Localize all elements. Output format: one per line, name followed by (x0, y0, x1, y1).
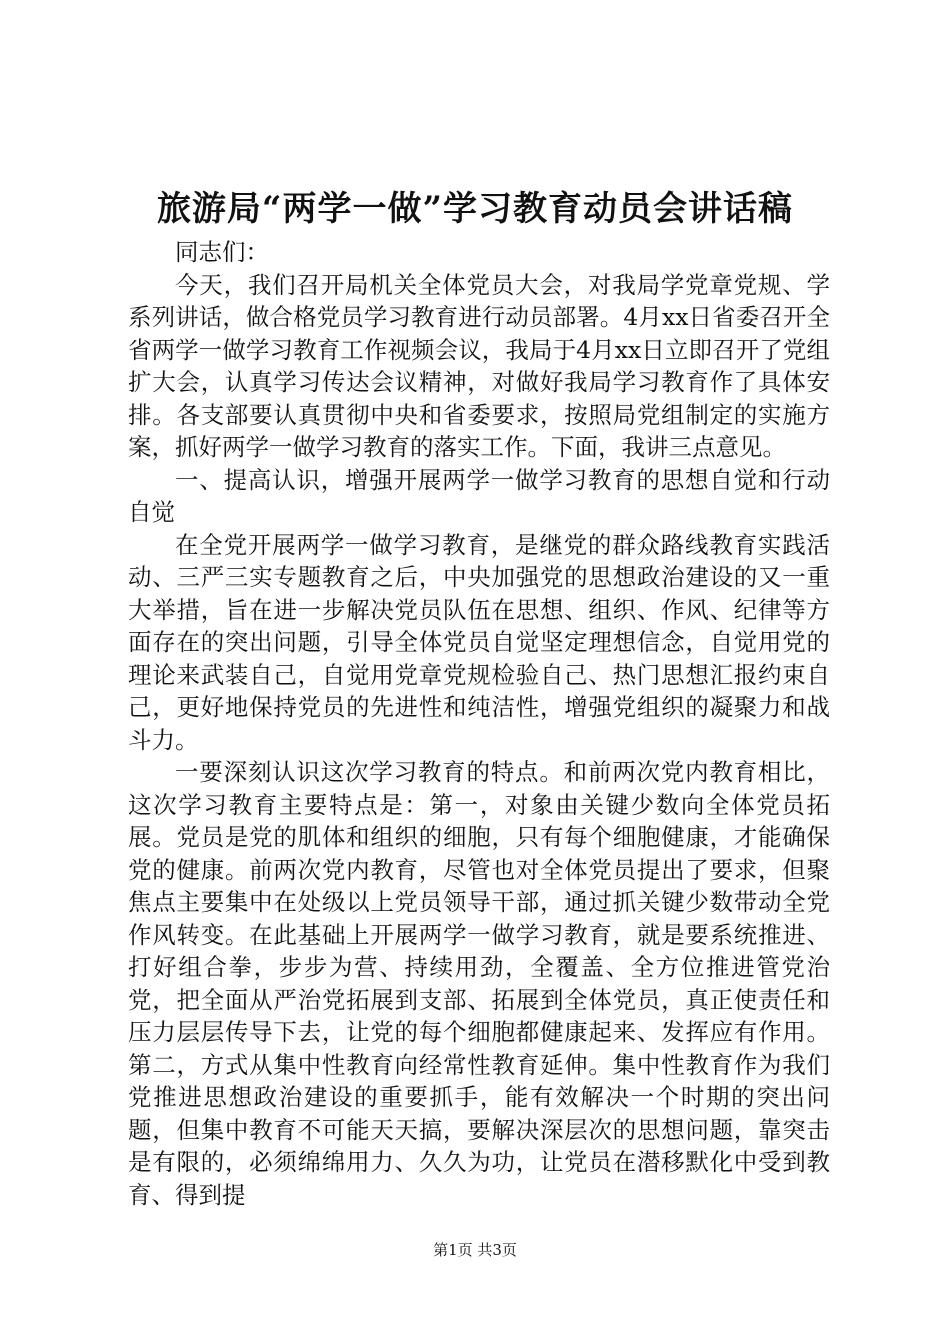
document-body (128, 236, 830, 1211)
section-heading-1: 一、提高认识，增强开展两学一做学习教育的思想自觉和行动自觉 (128, 465, 830, 526)
salutation-paragraph: 同志们： (175, 238, 269, 266)
section-paragraph: 一要深刻认识这次学习教育的特点。和前两次党内教育相比，这次学习教育主要特点是：第一，对象由关键少数向全体党员拓展。党员是党的肌体和组织的细胞，只有每个细胞健康，才能确保党的健康。前两次党内教育，尽管也对全体党员提出了要求，但聚焦点主要集中在处级以上党员领导干部，通过抓关键少数带动全党作风转变。在此基础上开展两学一做学习教育，就是要系统推进、打好组合拳，步步为营、持续用劲，全覆盖、全方位推进管党治党，把全面从严治党拓展到支部、拓展到全体党员，真正使责任和压力层层传导下去，让党的每个细胞都健康起来、发挥应有作用。第二，方式从集中性教育向经常性教育延伸。集中性教育作为我们党推进思想政治建设的重要抓手，能有效解决一个时期的突出问题，但集中教育不可能天天搞，要解决深层次的思想问题，靠突击是有限的，必须绵绵用力、久久为功，让党员在潜移默化中受到教育、得到提 (128, 758, 830, 1209)
section-paragraph: 在全党开展两学一做学习教育，是继党的群众路线教育实践活动、三严三实专题教育之后，中央加强党的思想政治建设的又一重大举措，旨在进一步解决党员队伍在思想、组织、作风、纪律等方面存在的突出问题，引导全体党员自觉坚定理想信念，自觉用党的理论来武装自己，自觉用党章党规检验自己、热门思想汇报约束自己，更好地保持党员的先进性和纯洁性，增强党组织的凝聚力和战斗力。 (128, 530, 830, 754)
document-title: 旅游局“两学一做”学习教育动员会讲话稿 (156, 189, 794, 229)
intro-paragraph: 今天，我们召开局机关全体党员大会，对我局学党章党规、学系列讲话，做合格党员学习教育进行动员部署。4月xx日省委召开全省两学一做学习教育工作视频会议，我局于4月xx日立即召开了党组扩大会，认真学习传达会议精神，对做好我局学习教育作了具体安排。各支部要认真贯彻中央和省委要求，按照局党组制定的实施方案，抓好两学一做学习教育的落实工作。下面，我讲三点意见。 (128, 270, 830, 461)
page-footer: 第1页 共3页 (433, 1241, 517, 1259)
